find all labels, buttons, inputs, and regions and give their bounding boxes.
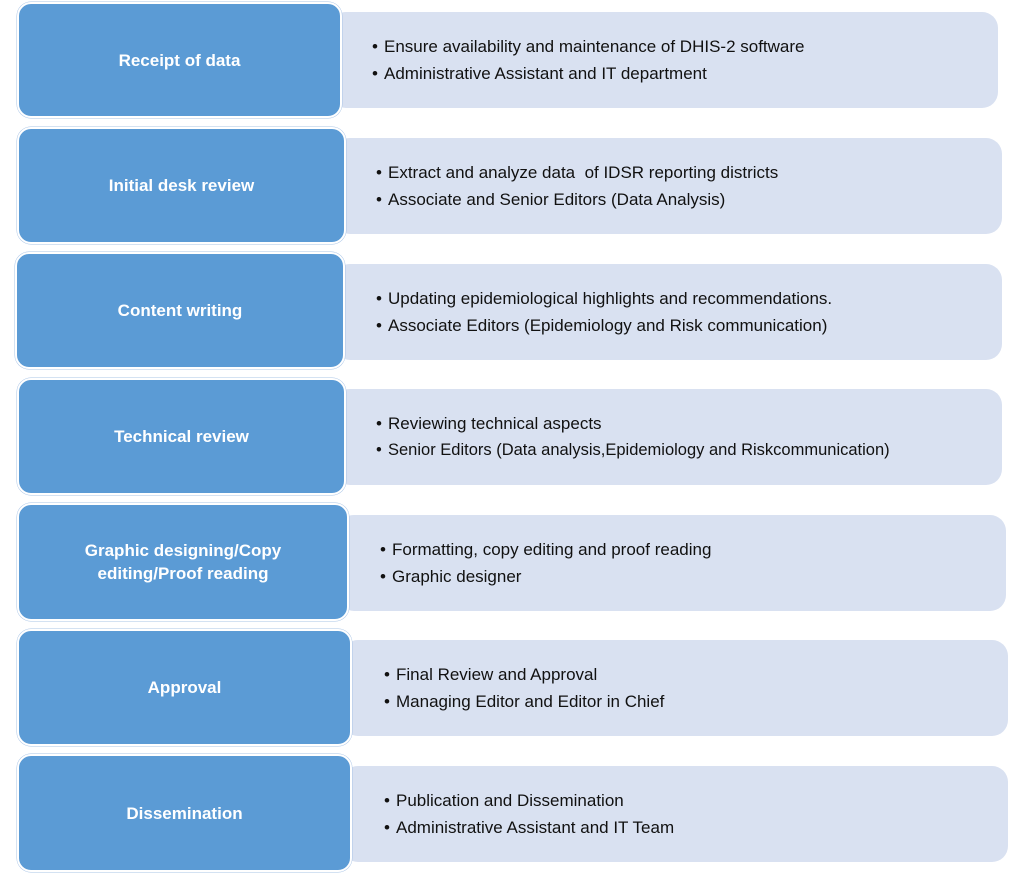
step-bullet [384, 814, 1008, 841]
step-bullet [376, 159, 1002, 186]
step-bullet-text: Administrative Assistant and IT Team [396, 818, 675, 837]
bullet-marker: • [376, 316, 382, 335]
step-bullet [384, 688, 1008, 715]
step-bullet [376, 285, 1002, 312]
step-bullet [380, 563, 1006, 590]
bullet-marker: • [376, 441, 382, 459]
step-detail-box [342, 640, 1008, 736]
step-bullet [372, 33, 998, 60]
step-bullet [384, 787, 1008, 814]
step-bullet-text: Senior Editors (Data analysis,Epidemiology and Riskcommunication) [388, 441, 890, 459]
step-bullet [376, 410, 1002, 437]
step-detail-box [334, 389, 1002, 485]
bullet-marker: • [376, 190, 382, 209]
step-label: Content writing [15, 252, 345, 369]
step-label: Graphic designing/Copy editing/Proof reading [17, 503, 349, 621]
step-bullet [376, 186, 1002, 213]
step-bullet [372, 60, 998, 87]
step-detail-box [334, 264, 1002, 360]
step-bullet [384, 661, 1008, 688]
bullet-marker: • [376, 414, 382, 433]
step-label: Dissemination [17, 754, 352, 872]
bullet-marker: • [384, 791, 390, 810]
step-bullet-text: Graphic designer [392, 567, 522, 586]
step-bullet-text: Associate Editors (Epidemiology and Risk communication) [388, 316, 828, 335]
bullet-marker: • [384, 692, 390, 711]
step-bullet-text: Associate and Senior Editors (Data Analysis) [388, 190, 726, 209]
step-bullet-text: Reviewing technical aspects [388, 414, 602, 433]
step-label: Initial desk review [17, 127, 346, 244]
bullet-marker: • [384, 818, 390, 837]
step-bullet-text: Publication and Dissemination [396, 791, 624, 810]
step-bullet-text: Administrative Assistant and IT department [384, 64, 707, 83]
step-bullet [376, 437, 1002, 464]
step-bullet-text: Formatting, copy editing and proof reading [392, 540, 712, 559]
bullet-marker: • [376, 163, 382, 182]
step-bullet-text: Extract and analyze data of IDSR reporting districts [388, 163, 779, 182]
step-bullet-text: Final Review and Approval [396, 665, 598, 684]
step-detail-box [330, 12, 998, 108]
step-detail-box [338, 515, 1006, 611]
step-label: Receipt of data [17, 2, 342, 118]
bullet-marker: • [384, 665, 390, 684]
bullet-marker: • [380, 540, 386, 559]
bullet-marker: • [376, 289, 382, 308]
bullet-marker: • [372, 64, 378, 83]
step-label: Approval [17, 629, 352, 746]
step-bullet-text: Updating epidemiological highlights and recommendations. [388, 289, 833, 308]
step-detail-box [334, 138, 1002, 234]
bullet-marker: • [372, 37, 378, 56]
step-detail-box [342, 766, 1008, 862]
step-label: Technical review [17, 378, 346, 495]
bullet-marker: • [380, 567, 386, 586]
step-bullet [376, 312, 1002, 339]
step-bullet-text: Ensure availability and maintenance of DHIS-2 software [384, 37, 805, 56]
step-bullet [380, 536, 1006, 563]
step-bullet-text: Managing Editor and Editor in Chief [396, 692, 665, 711]
